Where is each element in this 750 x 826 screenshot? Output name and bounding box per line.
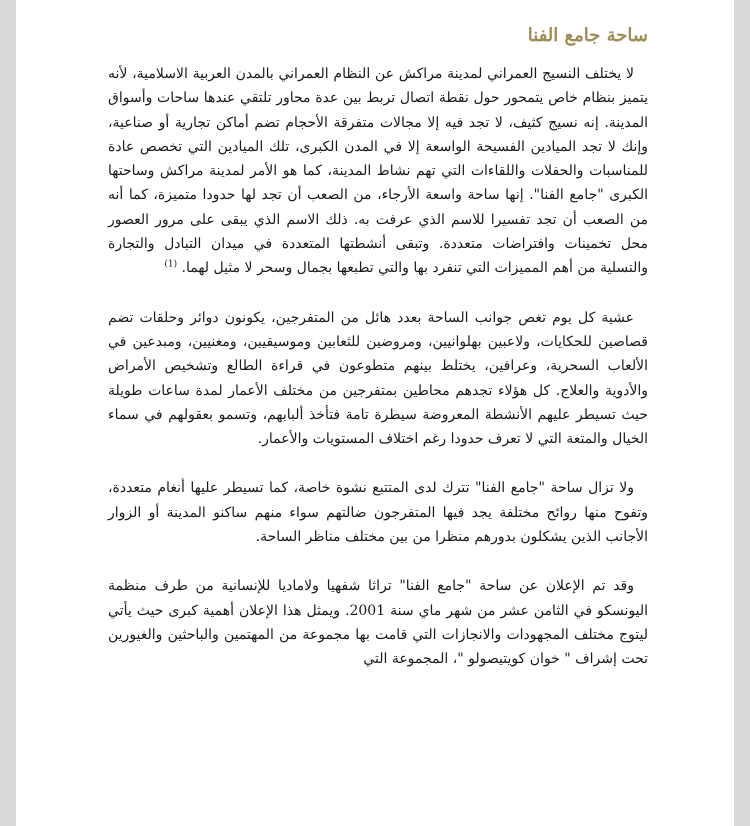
- paragraph-3: ولا تزال ساحة "جامع الفنا" تترك لدى المتتبع نشوة خاصة، كما تسيطر عليها أنغام متعددة، وتفوح منها روائح مختلفة يجد فيها المتفرجون ضالتهم سواء منهم ساكنو المدينة أو الزوار الأجانب الذين يشكلون بدورهم منظرا من بين مختلف مناظر الساحة.: [108, 480, 648, 546]
- paragraph-1-text: لا يختلف النسيج العمراني لمدينة مراكش عن النظام العمراني بالمدن العربية الاسلامية، لأنه يتميز بنظام خاص يتمحور حول نقطة اتصال تربط بين عدة محاور تلتقي عندها ساحات وأسواق المدينة. إنه نسيج كثيف، لا تجد فيه إلا مجالات متفرقة الأحجام تضم أماكن تجارية أو صناعية، وإنك لا تجد الميادين الفسيحة الواسعة إلا في المدن الكبرى، تلك الميادين التي تخصص عادة للمناسبات والحفلات واللقاءات التي تهم نشاط المدينة، كما هو الأمر لمدينة مراكش وساحتها الكبرى "جامع الفنا". إنها ساحة واسعة الأرجاء، من الصعب أن تجد لها حدودا متميزة، كما أنه من الصعب أن تجد تفسيرا للاسم الذي عرفت به. ذلك الاسم الذي يبقى على مرور العصور محل تخمينات وافتراضات متعددة. وتبقى أنشطتها المتعددة في ميدان التبادل والتجارة والتسلية من أهم المميزات التي تنفرد بها والتي تطبعها بجمال وسحر لا مثيل لهما.: [108, 66, 648, 277]
- page-title: ساحة جامع الفنا: [527, 25, 648, 46]
- document-page: [16, 0, 734, 826]
- paragraph-2: عشية كل يوم تغص جوانب الساحة بعدد هائل من المتفرجين، يكونون دوائر وحلقات تضم قصاصين للحكايات، ولاعبين بهلوانيين، ومروضين للثعابين وموسيقيين، ومغنيين، ومبدعين في الألعاب السحرية، وعرافين، يختلط بينهم متطوعون في قراءة الطالع وتشخيص الأمراض والأدوية والعلاج. كل هؤلاء تجدهم محاطين بمتفرجين من مختلف الأعمار لمدة ساعات طويلة حيث تسيطر عليهم الأنشطة المعروضة سيطرة تامة فتأخذ ألبابهم، وتسمو بعقولهم في سماء الخيال والمتعة التي لا تعرف حدودا رغم اختلاف المستويات والأعمار.: [108, 309, 648, 448]
- paragraph-1: [108, 62, 648, 281]
- paragraph-4: وقد تم الإعلان عن ساحة "جامع الفنا" تراثا شفهيا ولاماديا للإنسانية من طرف منظمة اليونسكو في الثامن عشر من شهر ماي سنة 2001. ويمثل هذا الإعلان أهمية كبرى حيث يأتي ليتوج مختلف المجهودات والانجازات التي قامت بها مجموعة من المهتمين والباحثين والغيورين تحت إشراف " خوان كويتيصولو "، المجموعة التي: [108, 578, 649, 668]
- document-body: [108, 18, 648, 697]
- footnote-marker[interactable]: (1): [164, 259, 178, 270]
